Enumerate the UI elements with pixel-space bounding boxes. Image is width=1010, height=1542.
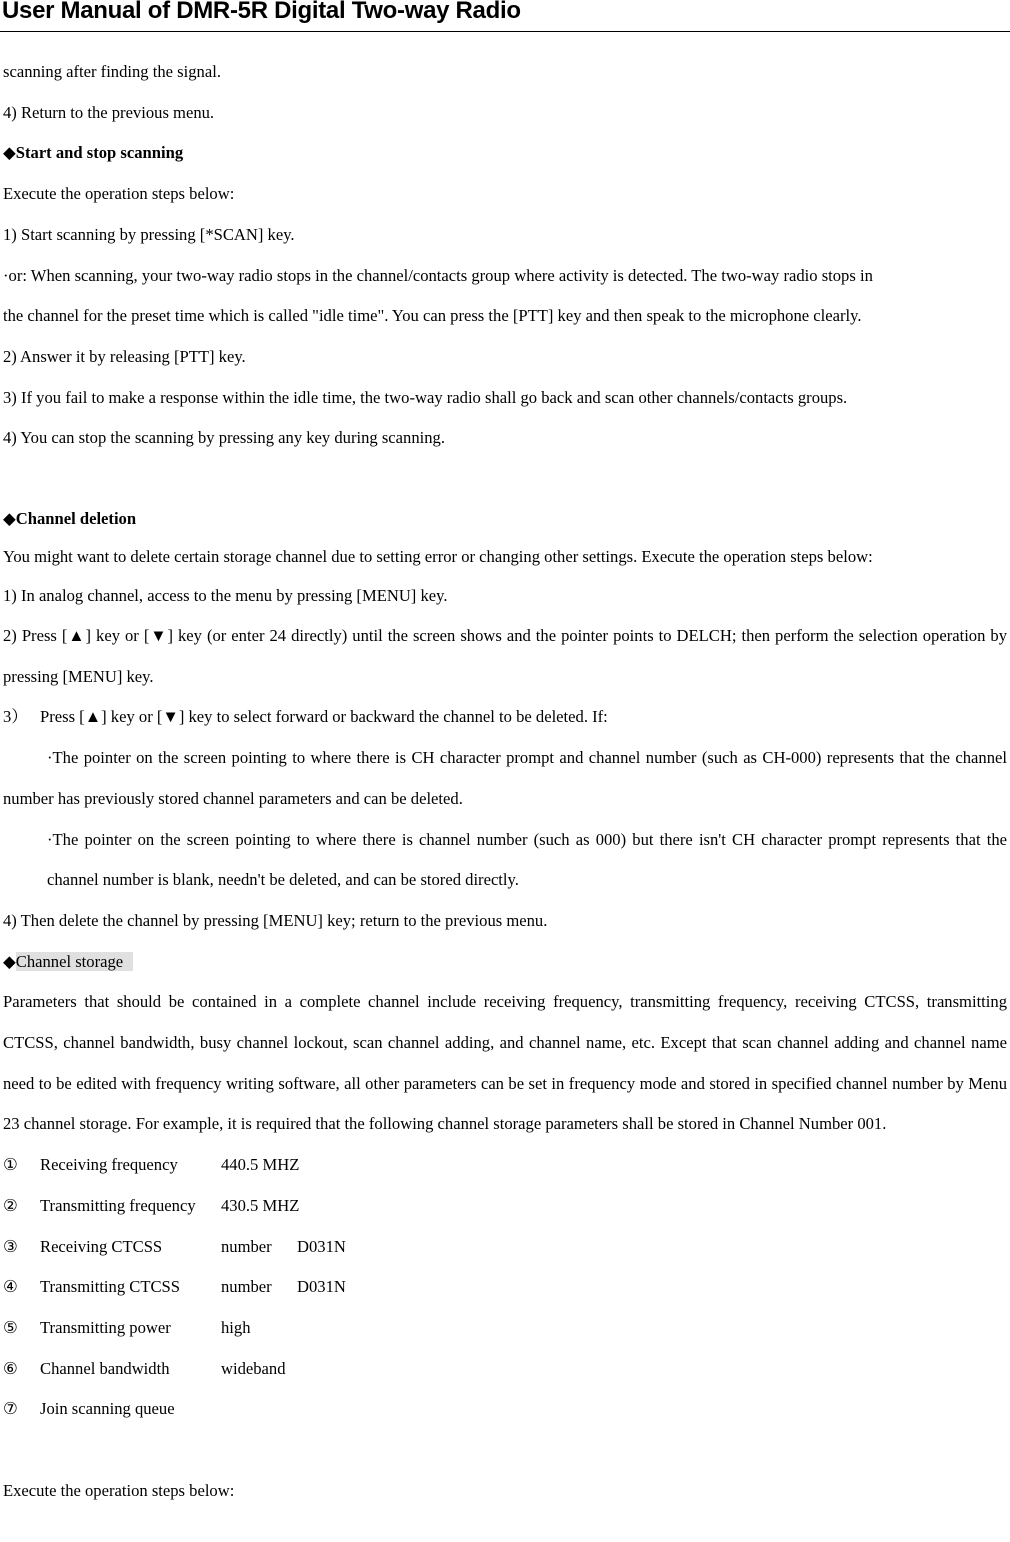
text-line: ·or: When scanning, your two-way radio stops in the channel/contacts group where activity is detected. The two-way radio stops in xyxy=(3,265,873,285)
spacer xyxy=(3,1430,1007,1471)
parameter-value: number xyxy=(221,1236,272,1256)
text-line: 1) Start scanning by pressing [*SCAN] key. xyxy=(3,224,295,244)
text-line: scanning after finding the signal. xyxy=(3,62,221,81)
parameter-number: ⑥ xyxy=(3,1358,18,1378)
text-line: 4) Then delete the channel by pressing [MENU] key; return to the previous menu. xyxy=(3,910,548,930)
parameter-value: 440.5 MHZ xyxy=(221,1155,300,1175)
section-heading-start-stop-scanning: ◆Start and stop scanning xyxy=(3,143,184,163)
text-line: 1) In analog channel, access to the menu by pressing [MENU] key. xyxy=(3,586,448,606)
manual-title: User Manual of DMR-5R Digital Two-way Radio xyxy=(2,0,521,24)
parameter-name: Transmitting power xyxy=(40,1317,171,1337)
text-line: 4) You can stop the scanning by pressing any key during scanning. xyxy=(3,428,445,448)
parameter-row xyxy=(3,1389,1007,1430)
text-line: the channel for the preset time which is called "idle time". You can press the [PTT] key and then speak to the microphone clearly. xyxy=(3,306,862,326)
text-line: 3) If you fail to make a response within the idle time, the two-way radio shall go back and scan other channels/contacts groups. xyxy=(3,387,848,407)
parameter-name: Receiving frequency xyxy=(40,1155,178,1175)
parameter-number: ① xyxy=(3,1155,18,1175)
text-line: You might want to delete certain storage channel due to setting error or changing other settings. Execute the operation steps below: xyxy=(3,547,873,567)
bullet-item: ·The pointer on the screen pointing to where there is channel number (such as 000) but there isn't CH character prompt represents that the channel number is blank, needn't be deleted, and can be stored directly. xyxy=(47,829,1007,890)
page-header xyxy=(0,0,1010,32)
parameter-extra: D031N xyxy=(297,1236,346,1256)
parameter-value: number xyxy=(221,1277,272,1297)
parameter-name: Transmitting CTCSS xyxy=(40,1277,181,1297)
parameter-number: ⑦ xyxy=(3,1399,18,1419)
parameter-value: wideband xyxy=(221,1358,286,1378)
parameter-row xyxy=(3,1145,1007,1186)
manual-body xyxy=(3,52,1007,1512)
parameter-row xyxy=(3,1227,1007,1268)
parameter-number: ④ xyxy=(3,1277,18,1297)
parameter-extra: D031N xyxy=(297,1277,346,1297)
text-paragraph: 2) Press [▲] key or [▼] key (or enter 24 directly) until the screen shows and the pointer points to DELCH; then perform the selection operation by pressing [MENU] key. xyxy=(3,626,1007,686)
parameter-value: 430.5 MHZ xyxy=(221,1195,300,1215)
parameter-name: Receiving CTCSS xyxy=(40,1236,163,1256)
step-number: 3） xyxy=(3,707,28,727)
text-line: 2) Answer it by releasing [PTT] key. xyxy=(3,346,246,366)
parameter-name: Channel bandwidth xyxy=(40,1358,170,1378)
parameter-row xyxy=(3,1186,1007,1227)
bullet-item: ·The pointer on the screen pointing to where there is CH character prompt and channel number (such as CH-000) represents that the channel number has previously stored channel parameters and can be deleted. xyxy=(3,748,1007,808)
parameter-row xyxy=(3,1308,1007,1349)
parameter-list xyxy=(3,1145,1007,1430)
highlighted-heading: Channel storage xyxy=(16,952,133,971)
parameter-name: Transmitting frequency xyxy=(40,1195,196,1215)
text-line: 4) Return to the previous menu. xyxy=(3,102,215,122)
section-heading-channel-storage xyxy=(3,942,1007,983)
parameter-number: ⑤ xyxy=(3,1317,18,1337)
parameter-row xyxy=(3,1349,1007,1390)
parameter-value: high xyxy=(221,1317,251,1337)
text-line: Execute the operation steps below: xyxy=(3,1481,235,1501)
parameter-row xyxy=(3,1267,1007,1308)
parameter-name: Join scanning queue xyxy=(40,1399,175,1419)
text-line: Execute the operation steps below: xyxy=(3,184,235,204)
parameter-number: ③ xyxy=(3,1236,18,1256)
section-heading-channel-deletion: ◆Channel deletion xyxy=(3,509,137,529)
text-paragraph: Parameters that should be contained in a complete channel include receiving frequency, transmitting frequency, receiving CTCSS, transmitting CTCSS, channel bandwidth, busy channel lockout, scan channel adding, and channel name, etc. Except that scan channel adding and channel name need to be edited with frequency writing software, all other parameters can be set in frequency mode and stored in specified channel number by Menu 23 channel storage. For example, it is required that the following channel storage parameters shall be stored in Channel Number 001. xyxy=(3,992,1007,1134)
text-line xyxy=(3,697,1007,738)
diamond-bullet-icon: ◆ xyxy=(3,951,16,971)
spacer xyxy=(3,459,1007,500)
parameter-number: ② xyxy=(3,1195,18,1215)
step-text: Press [▲] key or [▼] key to select forward or backward the channel to be deleted. If: xyxy=(40,707,608,727)
